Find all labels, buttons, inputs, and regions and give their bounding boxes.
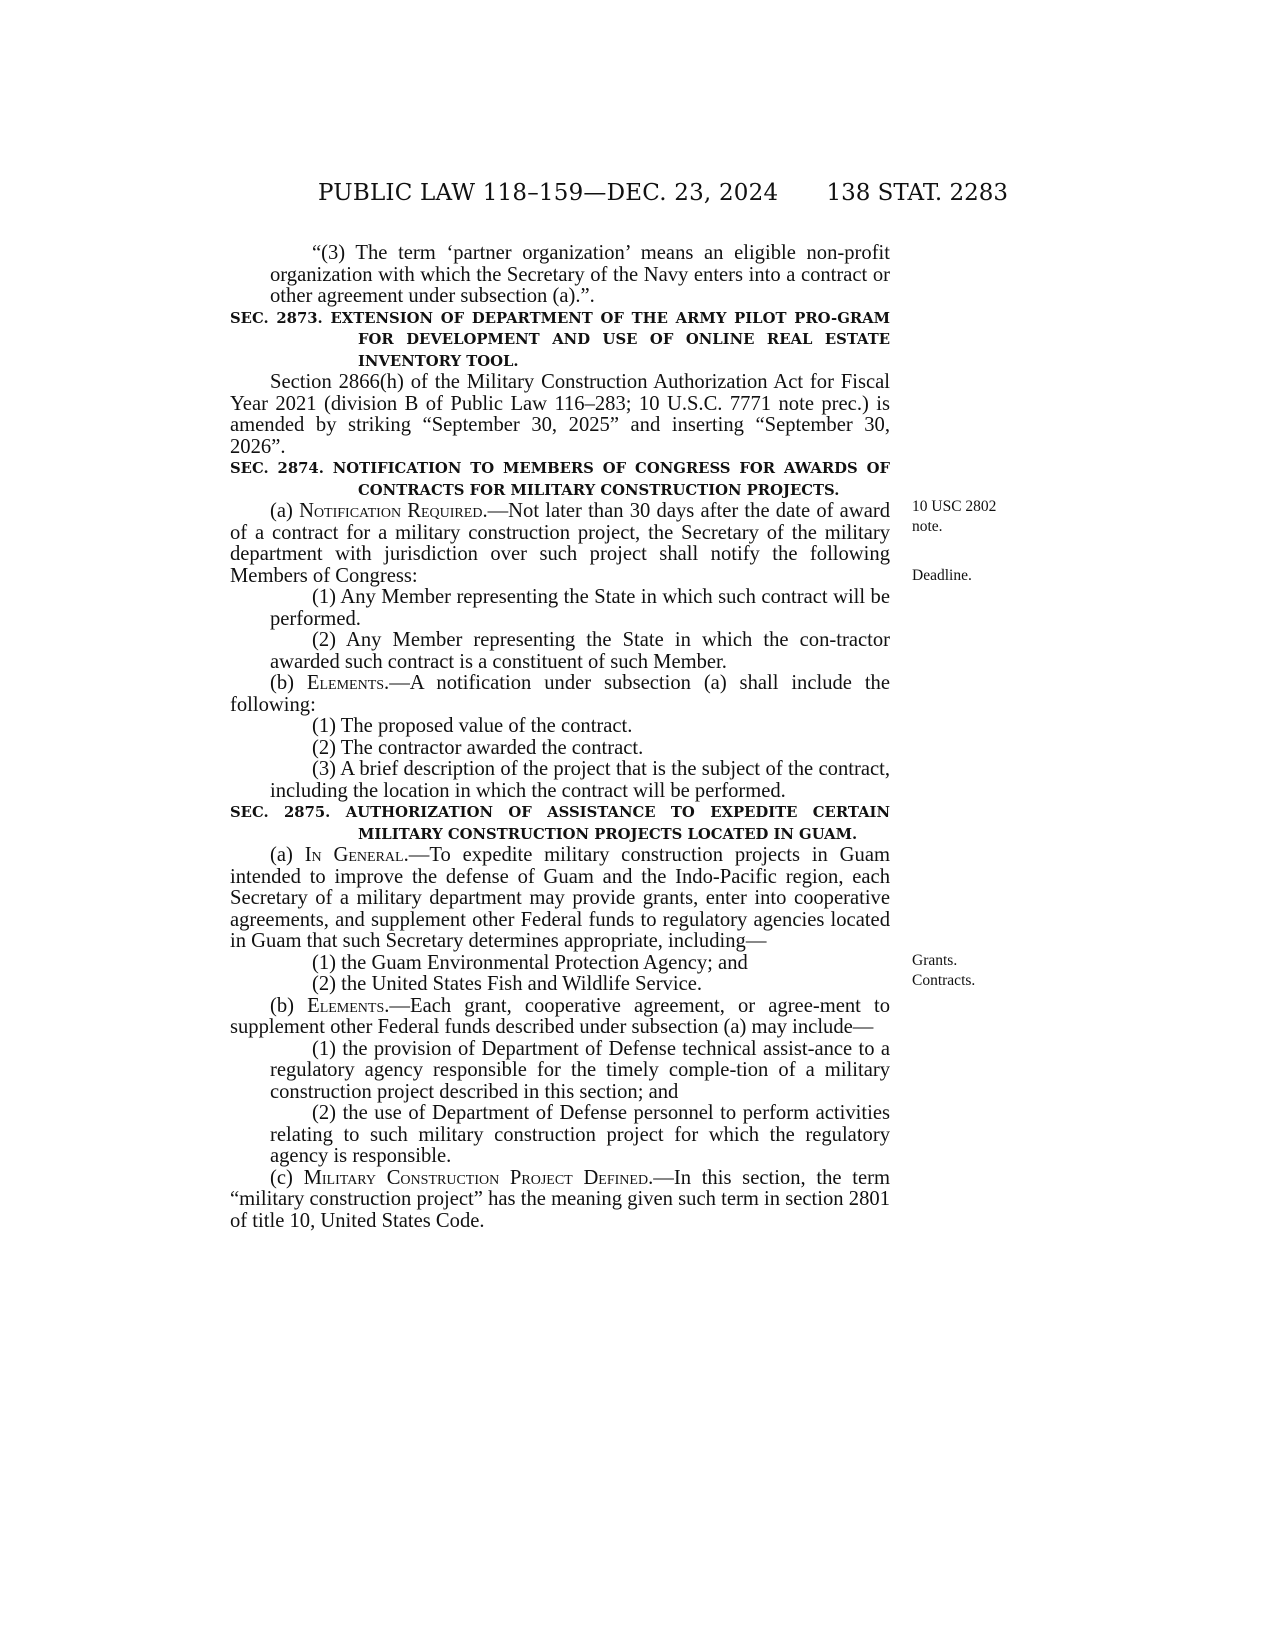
subsection-label: (a) [270,844,305,866]
section-2875-b-1: (1) the provision of Department of Defense technical assist-ance to a regulatory agency responsible for the timely comple-tion of a military construction project described in this section; and [270,1037,890,1103]
subsection-heading: Elements [307,994,385,1017]
page-header [228,180,1008,220]
section-2875-heading: SEC. 2875. AUTHORIZATION OF ASSISTANCE TO EXPEDITE CERTAIN MILITARY CONSTRUCTION PROJECTS LOCATED IN GUAM. [230,804,890,843]
subsection-text: .—Each grant, cooperative agreement, or agree-ment to supplement other Federal funds described under subsection (a) may include— [230,994,890,1038]
section-2874-subsection-a [230,501,890,587]
margin-note-grants-contracts [912,951,975,991]
main-text-column [230,243,890,1232]
subsection-text: .—A notification under subsection (a) shall include the following: [230,672,890,716]
subsection-text: .—To expedite military construction projects in Guam intended to improve the defense of Guam and the Indo-Pacific region, each Secretary of a military department may provide grants, enter into cooperative agreements, and supplement other Federal funds to regulatory agencies located in Guam that such Secretary determines appropriate, including— [230,844,890,952]
law-title: PUBLIC LAW 118–159—DEC. 23, 2024 [318,180,779,206]
section-2873-body: Section 2866(h) of the Military Construction Authorization Act for Fiscal Year 2021 (division B of Public Law 116–283; 10 U.S.C. 7771 note prec.) is amended by striking “September 30, 2025” and inserting “September 30, 2026”. [230,371,890,458]
section-2875-b-2: (2) the use of Department of Defense personnel to perform activities relating to such military construction project for which the regulatory agency is responsible. [270,1102,890,1167]
subsection-heading: Military Construction Project Defined [303,1166,649,1189]
section-2874-b-3: (3) A brief description of the project that is the subject of the contract, including the location in which the contract will be performed. [270,758,890,802]
subsection-heading: Notification Required [299,500,483,522]
section-2875-subsection-c [230,1168,890,1233]
section-2874-heading: SEC. 2874. NOTIFICATION TO MEMBERS OF CONGRESS FOR AWARDS OF CONTRACTS FOR MILITARY CONSTRUCTION PROJECTS. [230,460,890,499]
subsection-label: (b) [270,672,307,694]
subsection-text: .—In this section, the term “military construction project” has the meaning given such term in section 2801 of title 10, United States Code. [230,1166,890,1232]
section-2875-subsection-a [230,845,890,953]
subsection-text: .—Not later than 30 days after the date of award of a contract for a military construction project, the Secretary of the military department with jurisdiction over such project shall notify the following Members of Congress: [230,500,890,587]
section-2874-b-2: (2) The contractor awarded the contract. [312,736,644,759]
margin-note-usc-line2: note. [912,518,943,535]
section-2875-a-2: (2) the United States Fish and Wildlife Service. [312,973,702,995]
margin-note-usc [912,497,996,537]
margin-note-grants: Grants. [912,952,958,969]
subsection-label: (b) [270,994,308,1017]
subsection-heading: In General [304,844,404,866]
section-2875-subsection-b [230,996,890,1039]
section-2874-subsection-b [230,673,890,716]
section-2875-a-1: (1) the Guam Environmental Protection Agency; and [312,951,748,974]
margin-note-deadline: Deadline. [912,567,972,584]
section-2874-b-1: (1) The proposed value of the contract. [312,715,633,737]
margin-note-usc-line1: 10 USC 2802 [912,498,997,515]
section-2873-heading: SEC. 2873. EXTENSION OF DEPARTMENT OF THE ARMY PILOT PRO-GRAM FOR DEVELOPMENT AND USE OF ONLINE REAL ESTATE INVENTORY TOOL. [230,309,890,370]
margin-note-contracts: Contracts. [912,972,976,989]
stat-page-number: 138 STAT. 2283 [826,180,1008,206]
paragraph-term-3: “(3) The term ‘partner organization’ means an eligible non-profit organization with which the Secretary of the Navy enters into a contract or other agreement under subsection (a).”. [270,242,890,307]
subsection-label: (c) [270,1166,304,1189]
subsection-label: (a) [270,500,300,522]
section-2874-a-2: (2) Any Member representing the State in which the con-tractor awarded such contract is a constituent of such Member. [270,629,890,673]
subsection-heading: Elements [306,672,385,694]
section-2874-a-1: (1) Any Member representing the State in which such contract will be performed. [270,586,890,630]
